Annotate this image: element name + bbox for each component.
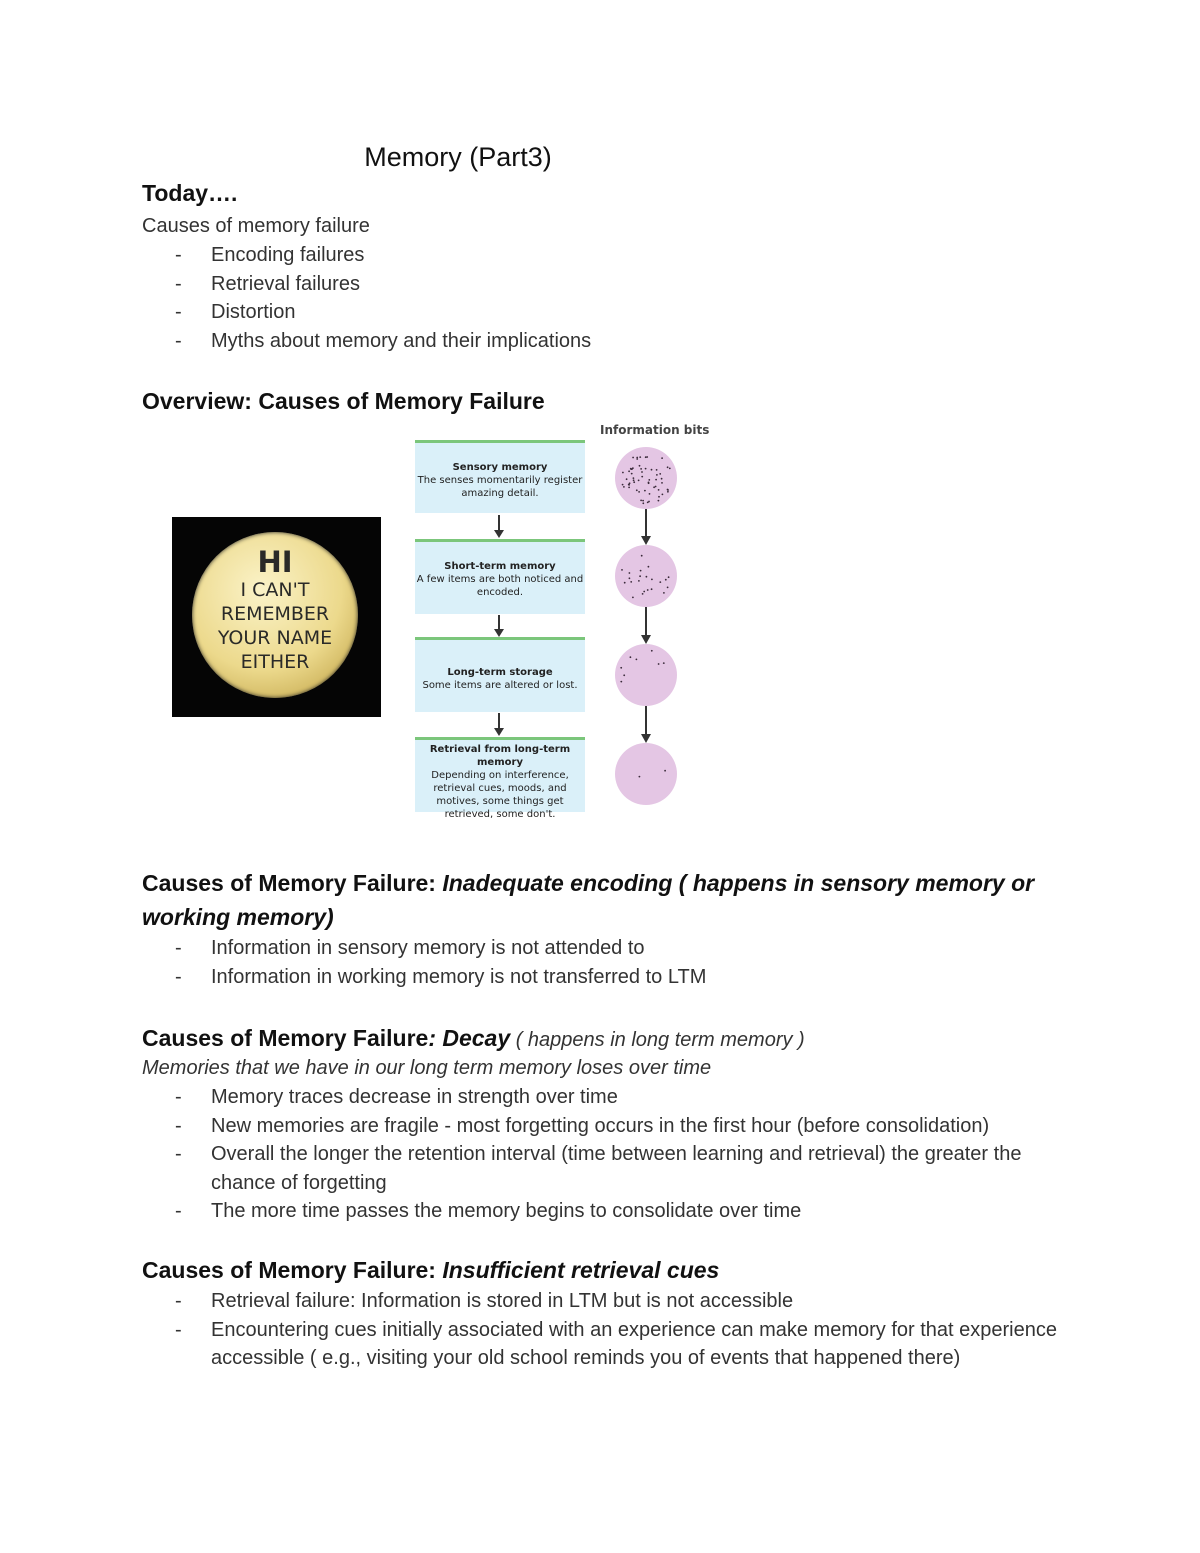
information-bits-title: Information bits [600,423,710,437]
information-bit-dot [665,579,667,581]
information-bit-dot [667,587,669,589]
information-bit-dot [639,776,641,778]
information-bit-dot [629,572,631,574]
information-bit-dot [638,580,640,582]
information-bit-dot [641,476,643,478]
information-bit-dot [661,482,663,484]
information-bit-dot [623,674,625,676]
information-bit-dot [656,474,658,476]
list-item: - Retrieval failure: Information is stored in LTM but is not accessible [142,1287,1062,1316]
dash-bullet-icon: - [175,1290,182,1312]
information-bit-dot [641,471,643,473]
information-bits-circle [615,743,677,805]
information-bit-dot [646,576,648,578]
dash-bullet-icon: - [175,1114,182,1137]
information-bit-dot [640,570,642,572]
information-bit-dot [640,500,642,502]
information-bit-dot [629,577,631,579]
retrieval-list [142,1287,1062,1373]
information-bit-dot [638,480,640,482]
information-bit-dot [659,581,661,583]
information-bit-dot [648,482,650,484]
dash-bullet-icon: - [175,272,182,295]
list-item: - The more time passes the memory begins to consolidate over time [142,1197,1062,1226]
decay-list [142,1083,1062,1226]
information-bit-dot [633,479,635,481]
information-bit-dot [628,487,630,489]
information-bit-dot [645,456,647,458]
list-item: - Encoding failures [142,241,1062,270]
information-bit-dot [633,477,635,479]
name-badge-photo [172,517,381,717]
information-bit-dot [642,500,644,502]
information-bit-dot [622,484,624,486]
information-bit-dot [669,468,671,470]
information-bit-dot [632,597,634,599]
list-item: - Myths about memory and their implications [142,327,1062,356]
today-heading: Today…. [142,180,238,206]
information-bit-dot [653,486,655,488]
information-bit-dot [663,592,665,594]
information-bit-dot [642,502,644,504]
information-bit-dot [659,473,661,475]
information-bit-dot [631,473,633,475]
information-bit-dot [624,582,626,584]
arrow-head-icon [494,530,504,538]
badge: HI I CAN'T REMEMBER YOUR NAME EITHER [192,532,358,698]
encoding-heading: Causes of Memory Failure: Inadequate encoding ( happens in sensory memory or working memory) [142,870,1035,930]
information-bit-dot [667,489,669,491]
information-bit-dot [649,493,651,495]
information-bit-dot [667,489,669,491]
information-bit-dot [628,470,630,472]
information-bit-dot [661,478,663,480]
information-bit-dot [639,575,641,577]
information-bit-dot [658,663,660,665]
information-bit-dot [630,581,632,583]
information-bit-dot [651,588,653,590]
information-bit-dot [668,576,670,578]
arrow-head-icon [494,629,504,637]
dash-bullet-icon: - [175,329,182,352]
information-bit-dot [636,458,638,460]
dash-bullet-icon: - [175,937,182,959]
information-bit-dot [658,500,660,502]
arrow-down-icon [498,515,500,531]
information-bit-dot [622,472,624,474]
dash-bullet-icon: - [175,965,182,988]
information-bit-dot [648,482,650,484]
information-bit-dot [658,489,660,491]
information-bit-dot [620,667,622,669]
today-list [142,241,1062,355]
list-item: - New memories are fragile - most forgetting occurs in the first hour (before consolidation) [142,1112,1062,1141]
decay-intro: Memories that we have in our long term memory loses over time [142,1057,712,1079]
information-bit-dot [648,501,650,503]
information-bit-dot [636,457,638,459]
information-bit-dot [651,650,653,652]
information-bit-dot [639,456,641,458]
information-bit-dot [632,467,634,469]
dash-bullet-icon: - [175,1086,182,1108]
arrow-down-icon [498,713,500,729]
overview-heading: Overview: Causes of Memory Failure [142,388,545,414]
information-bit-dot [630,468,632,470]
page-title: Memory (Part3) [364,142,552,172]
information-bits-circle [615,447,677,509]
information-bit-dot [628,484,630,486]
dash-bullet-icon: - [175,1143,182,1165]
stage-sensory: Sensory memory The senses momentarily register amazing detail. [415,440,585,513]
information-bit-dot [661,457,663,459]
information-bit-dot [621,569,623,571]
information-bit-dot [656,469,658,471]
list-item: - Memory traces decrease in strength over time [142,1083,1062,1112]
information-bit-dot [629,482,631,484]
information-bit-dot [626,478,628,480]
information-bit-dot [630,656,632,658]
information-bit-dot [623,486,625,488]
today-intro: Causes of memory failure [142,215,370,237]
list-item: - Distortion [142,298,1062,327]
information-bit-dot [658,496,660,498]
dash-bullet-icon: - [175,1318,182,1341]
information-bit-dot [648,479,650,481]
information-bit-dot [642,593,644,595]
list-item: - Retrieval failures [142,270,1062,299]
information-bit-dot [645,468,647,470]
information-bit-dot [630,468,632,470]
information-bit-dot [639,465,641,467]
information-bit-dot [655,479,657,481]
arrow-head-icon [641,734,651,743]
list-item: - Information in sensory memory is not attended to [142,934,1062,963]
information-bits-circle [615,644,677,706]
information-bit-dot [640,468,642,470]
information-bit-dot [663,662,665,664]
information-bit-dot [667,466,669,468]
dash-bullet-icon: - [175,244,182,266]
list-item: - Information in working memory is not transferred to LTM [142,963,1062,992]
information-bit-dot [651,579,653,581]
information-bit-dot [628,484,630,486]
decay-heading: Causes of Memory Failure: Decay ( happens in long term memory ) [142,1025,805,1051]
information-bit-dot [643,591,645,593]
stage-short-term: Short-term memory A few items are both noticed and encoded. [415,539,585,614]
arrow-down-icon [498,615,500,630]
list-item: - Overall the longer the retention interval (time between learning and retrieval) the greater the chance of forgetting [142,1140,1062,1197]
information-bit-dot [620,681,622,683]
information-bit-dot [648,566,650,568]
information-bit-dot [662,494,664,496]
information-bit-dot [647,589,649,591]
arrow-head-icon [494,728,504,736]
retrieval-heading: Causes of Memory Failure: Insufficient retrieval cues [142,1257,720,1283]
information-bit-dot [664,770,666,772]
information-bit-dot [641,555,643,557]
information-bit-dot [636,659,638,661]
arrow-head-icon [641,536,651,545]
information-bit-dot [651,469,653,471]
information-bit-dot [647,502,649,504]
information-bit-dot [636,489,638,491]
information-bit-dot [644,490,646,492]
information-bits-circle [615,545,677,607]
dash-bullet-icon: - [175,301,182,323]
list-item: - Encountering cues initially associated with an experience can make memory for that experience accessible ( e.g., visiting your old school reminds you of events that happened there) [142,1316,1062,1373]
information-bit-dot [631,468,633,470]
information-bit-dot [632,457,634,459]
dash-bullet-icon: - [175,1200,182,1222]
arrow-head-icon [641,635,651,644]
stage-retrieval: Retrieval from long-term memory Depending on interference, retrieval cues, moods, and motives, some things get retrieved, some don't. [415,737,585,812]
information-bit-dot [667,491,669,493]
information-bit-dot [638,491,640,493]
stage-long-term: Long-term storage Some items are altered or lost. [415,637,585,712]
encoding-list [142,934,1062,991]
information-bit-dot [633,481,635,483]
information-bit-dot [655,486,657,488]
information-bit-dot [646,456,648,458]
